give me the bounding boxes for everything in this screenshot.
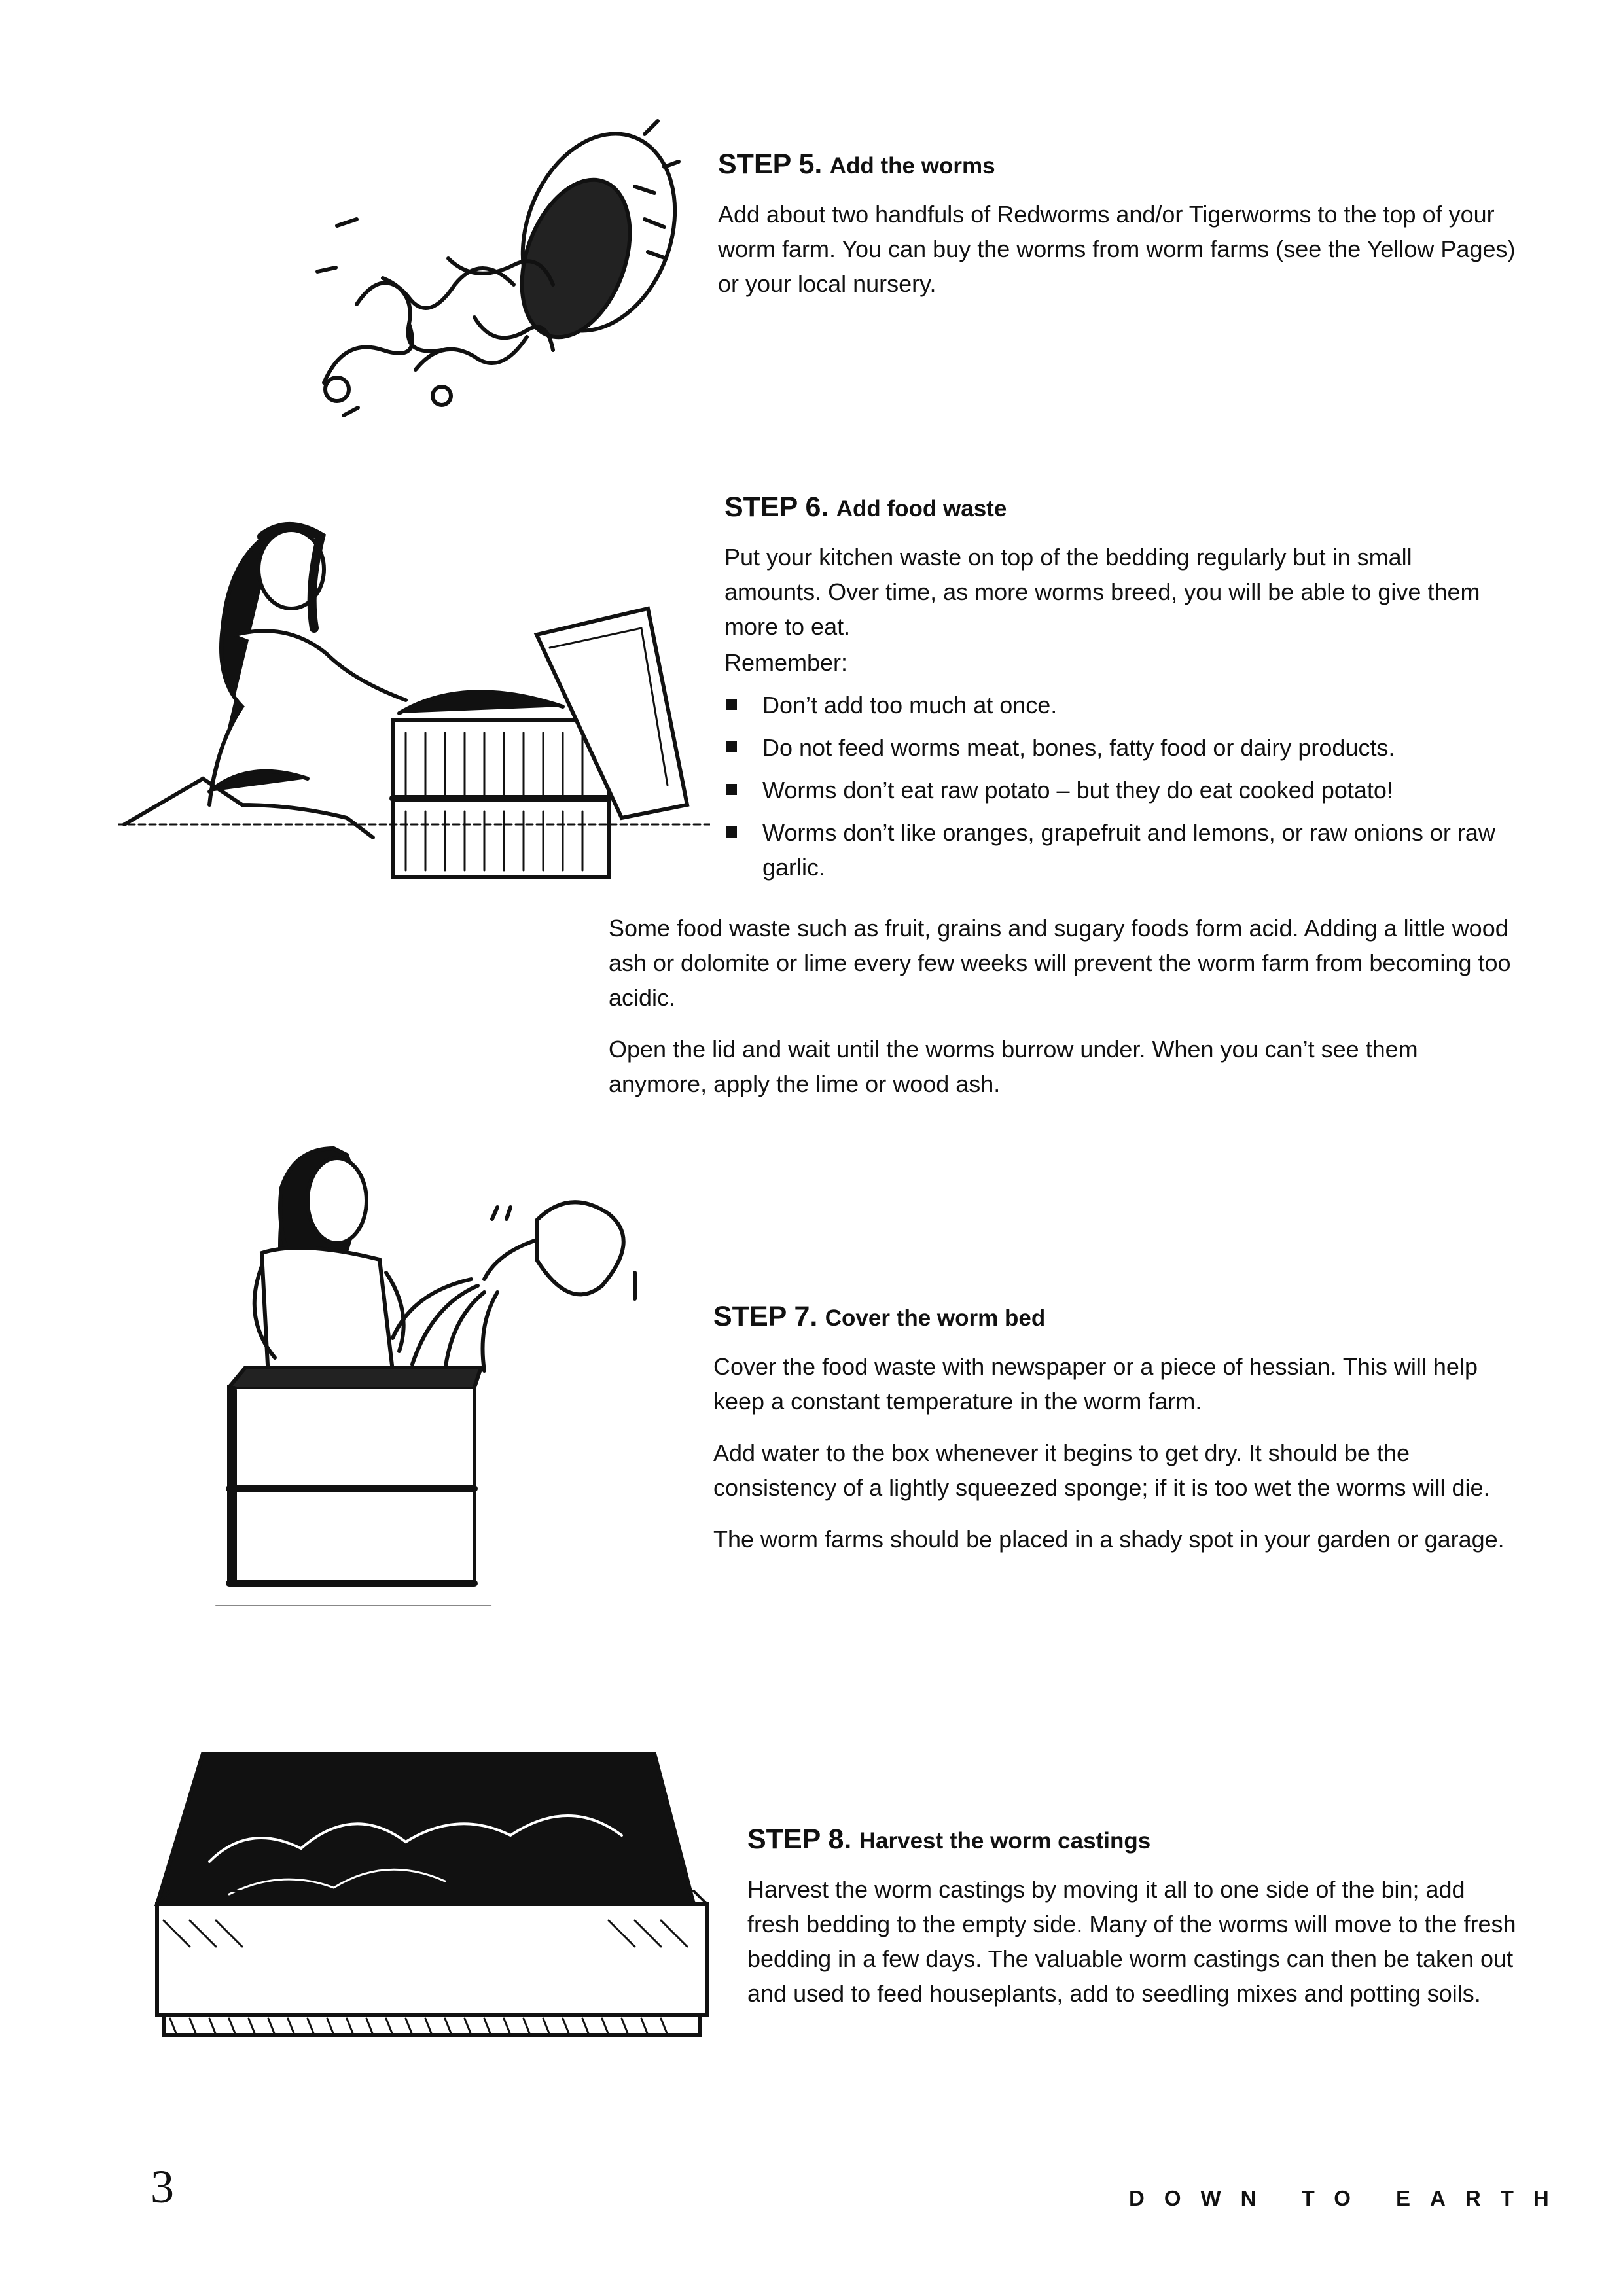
- bullet-item: [724, 730, 1510, 765]
- step-6-number: STEP 6.: [724, 491, 829, 523]
- step-7-paragraph-3: The worm farms should be placed in a shady spot in your garden or garage.: [713, 1526, 1505, 1553]
- acid-note-paragraph: Some food waste such as fruit, grains and sugary foods form acid. Adding a little wood ash or dolomite or lime every few weeks will prevent the worm farm from becoming too acidic.: [609, 915, 1511, 1011]
- bullet-square-icon: [726, 826, 737, 838]
- step-6-bullet-list: [724, 688, 1510, 885]
- step-5-heading: [718, 148, 1529, 183]
- step-7-paragraph-1: Cover the food waste with newspaper or a piece of hessian. This will help keep a constant temperature in the worm farm.: [713, 1353, 1478, 1415]
- step-6-after-section: [609, 911, 1512, 1118]
- step-8-section: [747, 1823, 1520, 2028]
- bullet-square-icon: [726, 699, 737, 710]
- bullet-item: [724, 688, 1510, 722]
- bullet-text: Do not feed worms meat, bones, fatty food or dairy products.: [762, 734, 1395, 761]
- worm-bin-castings-icon: [151, 1744, 713, 2071]
- step-6-section: [724, 491, 1510, 892]
- bullet-text: Don’t add too much at once.: [762, 692, 1058, 718]
- step-7-number: STEP 7.: [713, 1301, 818, 1332]
- woman-watering-worm-bed-icon: [196, 1135, 654, 1606]
- bullet-text: Worms don’t eat raw potato – but they do eat cooked potato!: [762, 777, 1393, 804]
- bullet-item: [724, 773, 1510, 807]
- bullet-item: [724, 815, 1510, 885]
- bullet-square-icon: [726, 784, 737, 795]
- worms-pouring-from-container-icon: [278, 108, 707, 448]
- step-6-heading: [724, 491, 1510, 525]
- step-6-title: Add food waste: [836, 496, 1007, 521]
- bullet-square-icon: [726, 741, 737, 752]
- woman-kneeling-at-worm-box-icon: [118, 517, 710, 883]
- step-5-section: [718, 148, 1529, 318]
- step-7-paragraph-2: Add water to the box whenever it begins to get dry. It should be the consistency of a lightly squeezed sponge; if it is too wet the worms will die.: [713, 1439, 1490, 1501]
- step-8-title: Harvest the worm castings: [859, 1828, 1151, 1854]
- step-7-heading: [713, 1300, 1512, 1335]
- step-5-title: Add the worms: [829, 153, 995, 179]
- step-5-number: STEP 5.: [718, 149, 823, 180]
- step-8-paragraph: Harvest the worm castings by moving it all to one side of the bin; add fresh bedding to the empty side. Many of the worms will move to the fresh bedding in a few days. The valuable worm castings can then be taken out and used to feed houseplants, add to seedling mixes and potting soils.: [747, 1876, 1516, 2007]
- page-number: 3: [151, 2161, 174, 2213]
- step-7-section: [713, 1300, 1512, 1574]
- step-8-heading: [747, 1823, 1520, 1858]
- remember-label: Remember:: [724, 649, 848, 676]
- bullet-text: Worms don’t like oranges, grapefruit and lemons, or raw onions or raw garlic.: [762, 819, 1495, 881]
- publication-title: DOWN TO EARTH: [1129, 2186, 1569, 2210]
- step-8-number: STEP 8.: [747, 1824, 852, 1855]
- step-6-paragraph: Put your kitchen waste on top of the bedding regularly but in small amounts. Over time, as more worms breed, you will be able to give them more to eat.: [724, 544, 1480, 640]
- step-7-title: Cover the worm bed: [825, 1305, 1046, 1331]
- lime-note-paragraph: Open the lid and wait until the worms burrow under. When you can’t see them anymore, apply the lime or wood ash.: [609, 1036, 1418, 1097]
- step-5-paragraph: Add about two handfuls of Redworms and/or Tigerworms to the top of your worm farm. You can buy the worms from worm farms (see the Yellow Pages) or your local nursery.: [718, 201, 1516, 297]
